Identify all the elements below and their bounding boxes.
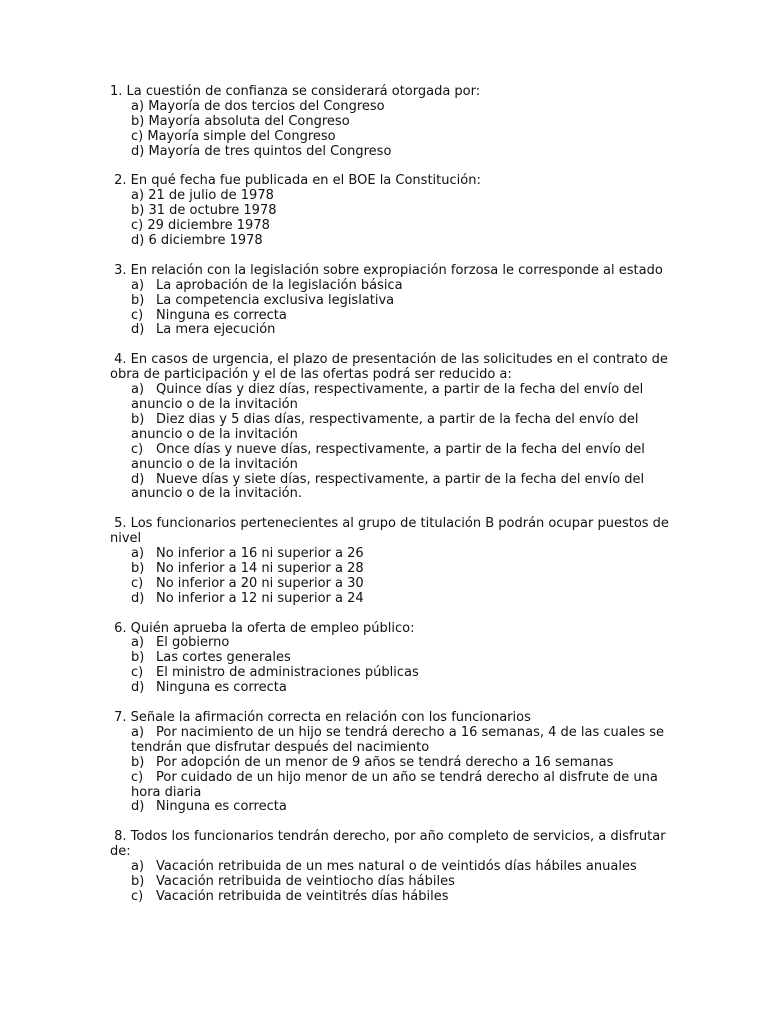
question-8-text: 8. Todos los funcionarios tendrán derecho, por año completo de servicios, a disfrutar de: [110,829,670,860]
question-1-option-b [110,115,670,130]
option-text: La competencia exclusiva legislativa [156,292,395,308]
option-text: La aprobación de la legislación básica [156,277,403,293]
question-1-text: 1. La cuestión de confianza se considerará otorgada por: [110,84,481,99]
option-text: Mayoría absoluta del Congreso [148,113,350,129]
option-marker: a) [131,724,145,740]
question-8-option-c [110,890,670,905]
option-text: 6 diciembre 1978 [148,233,263,249]
question-5 [110,516,674,606]
option-marker: c) [131,769,144,785]
question-4-option-d [110,473,670,503]
option-marker: d) [131,471,145,487]
option-marker: b) [131,873,145,889]
option-marker: c) [131,888,144,904]
option-marker: c) [131,218,144,234]
option-marker: d) [131,322,145,338]
question-7-option-c [110,771,670,801]
option-text: Vacación retribuida de veintitrés días hábiles [156,888,449,904]
question-7 [110,711,670,815]
option-marker: a) [131,382,145,398]
option-marker: d) [131,680,145,696]
question-6-option-b [110,651,670,666]
option-text: Por adopción de un menor de 9 años se tendrá derecho a 16 semanas [156,754,614,770]
question-3-option-d [110,323,670,338]
question-3-option-c [110,309,670,324]
question-4-option-c [110,443,670,473]
option-marker: b) [131,411,145,427]
option-text: 31 de octubre 1978 [148,203,277,219]
question-5-option-d [110,592,670,607]
option-text: Once días y nueve días, respectivamente, a partir de la fecha del envío del anuncio o de la invitación [131,441,645,472]
option-marker: c) [131,441,144,457]
question-5-option-b [110,562,670,577]
question-8-option-b [110,875,670,890]
option-text: Quince días y diez días, respectivamente, a partir de la fecha del envío del anuncio o de la invitación [131,382,644,412]
option-marker: b) [131,650,145,666]
option-text: Las cortes generales [156,650,291,666]
option-marker: a) [131,859,145,875]
option-marker: c) [131,128,144,144]
option-text: Mayoría de tres quintos del Congreso [148,143,392,159]
question-5-text: 5. Los funcionarios pertenecientes al grupo de titulación B podrán ocupar puestos de nivel [110,516,674,547]
option-marker: a) [131,188,145,204]
question-6-option-c [110,666,670,681]
question-3-option-a [110,279,670,294]
question-6-option-d [110,681,670,696]
option-marker: b) [131,560,145,576]
option-marker: a) [131,546,145,562]
question-2-option-b [110,204,670,219]
question-4-option-b [110,413,670,443]
option-marker: c) [131,665,144,681]
question-2-option-d [110,234,670,249]
option-text: Ninguna es correcta [156,680,287,696]
question-6 [110,622,670,697]
option-marker: a) [131,635,145,651]
question-8 [110,830,670,905]
question-3-text: 3. En relación con la legislación sobre expropiación forzosa le corresponde al estado [110,262,663,278]
option-text: Ninguna es correcta [156,799,287,815]
option-marker: a) [131,277,145,293]
option-marker: d) [131,799,145,815]
question-7-text: 7. Señale la afirmación correcta en relación con los funcionarios [110,709,531,725]
option-text: Por nacimiento de un hijo se tendrá derecho a 16 semanas, 4 de las cuales se tendrán que disfrutar después del nacimiento [131,724,665,755]
option-marker: d) [131,143,145,159]
question-1 [110,85,670,160]
option-text: Vacación retribuida de un mes natural o de veintidós días hábiles anuales [156,859,637,875]
question-3-option-b [110,294,670,309]
option-text: Diez dias y 5 dias días, respectivamente, a partir de la fecha del envío del anuncio o de la invitación [131,411,639,442]
option-marker: b) [131,292,145,308]
question-7-option-b [110,756,670,771]
question-4-option-a [110,383,670,413]
option-text: Por cuidado de un hijo menor de un año se tendrá derecho al disfrute de una hora diaria [131,769,658,800]
question-7-option-d [110,800,670,815]
question-2-option-c [110,219,670,234]
question-2-option-a [110,189,670,204]
question-4 [110,352,673,502]
option-text: Ninguna es correcta [156,307,287,323]
question-5-option-a [110,547,670,562]
option-text: 29 diciembre 1978 [147,218,270,234]
question-list [110,84,674,920]
question-1-option-c [110,130,670,145]
option-marker: a) [131,98,145,114]
option-marker: d) [131,233,145,249]
option-marker: b) [131,754,145,770]
option-text: Mayoría simple del Congreso [147,128,336,144]
option-marker: b) [131,203,145,219]
option-text: La mera ejecución [156,322,276,338]
question-3 [110,264,670,339]
question-7-option-a [110,726,670,756]
option-marker: c) [131,575,144,591]
option-text: No inferior a 12 ni superior a 24 [156,590,364,606]
option-text: Mayoría de dos tercios del Congreso [148,98,385,114]
option-text: Vacación retribuida de veintiocho días hábiles [156,873,455,889]
question-1-option-a [110,100,670,115]
option-text: 21 de julio de 1978 [148,188,274,204]
question-8-option-a [110,860,670,875]
question-6-text: 6. Quién aprueba la oferta de empleo público: [110,620,415,636]
question-4-text: 4. En casos de urgencia, el plazo de presentación de las solicitudes en el contrato de obra de participación y el de las ofertas podrá ser reducido a: [110,352,673,383]
option-text: El gobierno [156,635,230,651]
option-text: Nueve días y siete días, respectivamente, a partir de la fecha del envío del anuncio o de la invitación. [131,471,645,502]
question-5-option-c [110,577,670,592]
option-text: No inferior a 20 ni superior a 30 [156,575,364,591]
option-marker: b) [131,113,145,129]
option-text: No inferior a 16 ni superior a 26 [156,546,364,562]
question-2-text: 2. En qué fecha fue publicada en el BOE la Constitución: [110,173,481,189]
option-marker: d) [131,590,145,606]
question-6-option-a [110,636,670,651]
option-marker: c) [131,307,144,323]
question-1-option-d [110,145,670,160]
option-text: El ministro de administraciones públicas [156,665,419,681]
question-2 [110,174,670,249]
option-text: No inferior a 14 ni superior a 28 [156,560,364,576]
